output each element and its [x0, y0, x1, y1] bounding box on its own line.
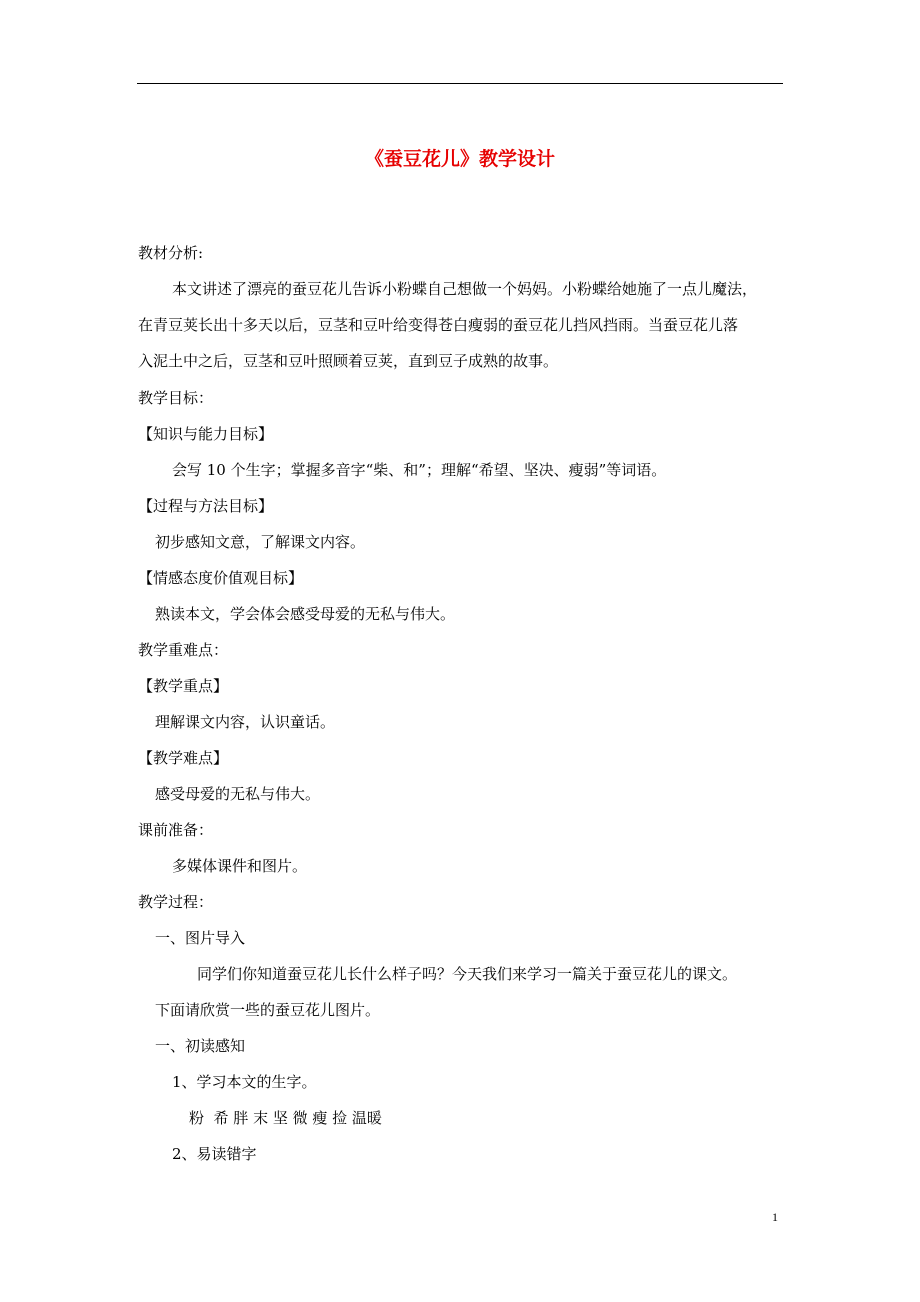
analysis-heading: 教材分析: [138, 244, 204, 262]
page-number: 1 [772, 1210, 778, 1224]
keypoints-heading: 教学重难点： [138, 641, 229, 659]
emotion-goal-text: 熟读本文，学会体会感受母爱的无私与伟大。 [155, 605, 456, 623]
process-goal-text: 初步感知文意，了解课文内容。 [155, 533, 366, 551]
procedure-heading: 教学过程： [138, 893, 214, 911]
step-1-text-line-2: 下面请欣赏一些的蚕豆花儿图片。 [155, 1001, 381, 1019]
difficulty-text: 感受母爱的无私与伟大。 [155, 785, 321, 803]
analysis-paragraph-line-2: 在青豆荚长出十多天以后，豆茎和豆叶给变得苍白瘦弱的蚕豆花儿挡风挡雨。当蚕豆花儿落 [138, 316, 739, 334]
sub-step-1-heading: 1、学习本文的生字。 [172, 1073, 317, 1091]
step-2-heading: 一、初读感知 [155, 1037, 246, 1055]
process-goal-heading: 【过程与方法目标】 [138, 497, 274, 515]
key-point-heading: 【教学重点】 [138, 677, 229, 695]
sub-step-2-heading: 2、易读错字 [172, 1145, 257, 1163]
key-point-text: 理解课文内容，认识童话。 [155, 713, 336, 731]
prep-heading: 课前准备： [138, 821, 214, 839]
knowledge-goal-text: 会写 10 个生字；掌握多音字“柴、和”；理解“希望、坚决、瘦弱”等词语。 [172, 461, 667, 479]
prep-text: 多媒体课件和图片。 [172, 857, 308, 875]
goals-heading: 教学目标： [138, 389, 214, 407]
knowledge-goal-heading: 【知识与能力目标】 [138, 425, 274, 443]
header-rule [137, 83, 783, 84]
difficulty-heading: 【教学难点】 [138, 749, 229, 767]
new-characters-list: 粉 希 胖 末 坚 微 瘦 捡 温暖 [189, 1109, 382, 1127]
analysis-paragraph-line-1: 本文讲述了漂亮的蚕豆花儿告诉小粉蝶自己想做一个妈妈。小粉蝶给她施了一点儿魔法， [172, 280, 758, 298]
step-1-text-line-1: 同学们你知道蚕豆花儿长什么样子吗？今天我们来学习一篇关于蚕豆花儿的课文。 [197, 965, 738, 983]
document-title: 《蚕豆花儿》教学设计 [364, 148, 555, 170]
analysis-paragraph-line-3: 入泥土中之后，豆茎和豆叶照顾着豆荚，直到豆子成熟的故事。 [138, 352, 559, 370]
step-1-heading: 一、图片导入 [155, 929, 246, 947]
emotion-goal-heading: 【情感态度价值观目标】 [138, 569, 304, 587]
